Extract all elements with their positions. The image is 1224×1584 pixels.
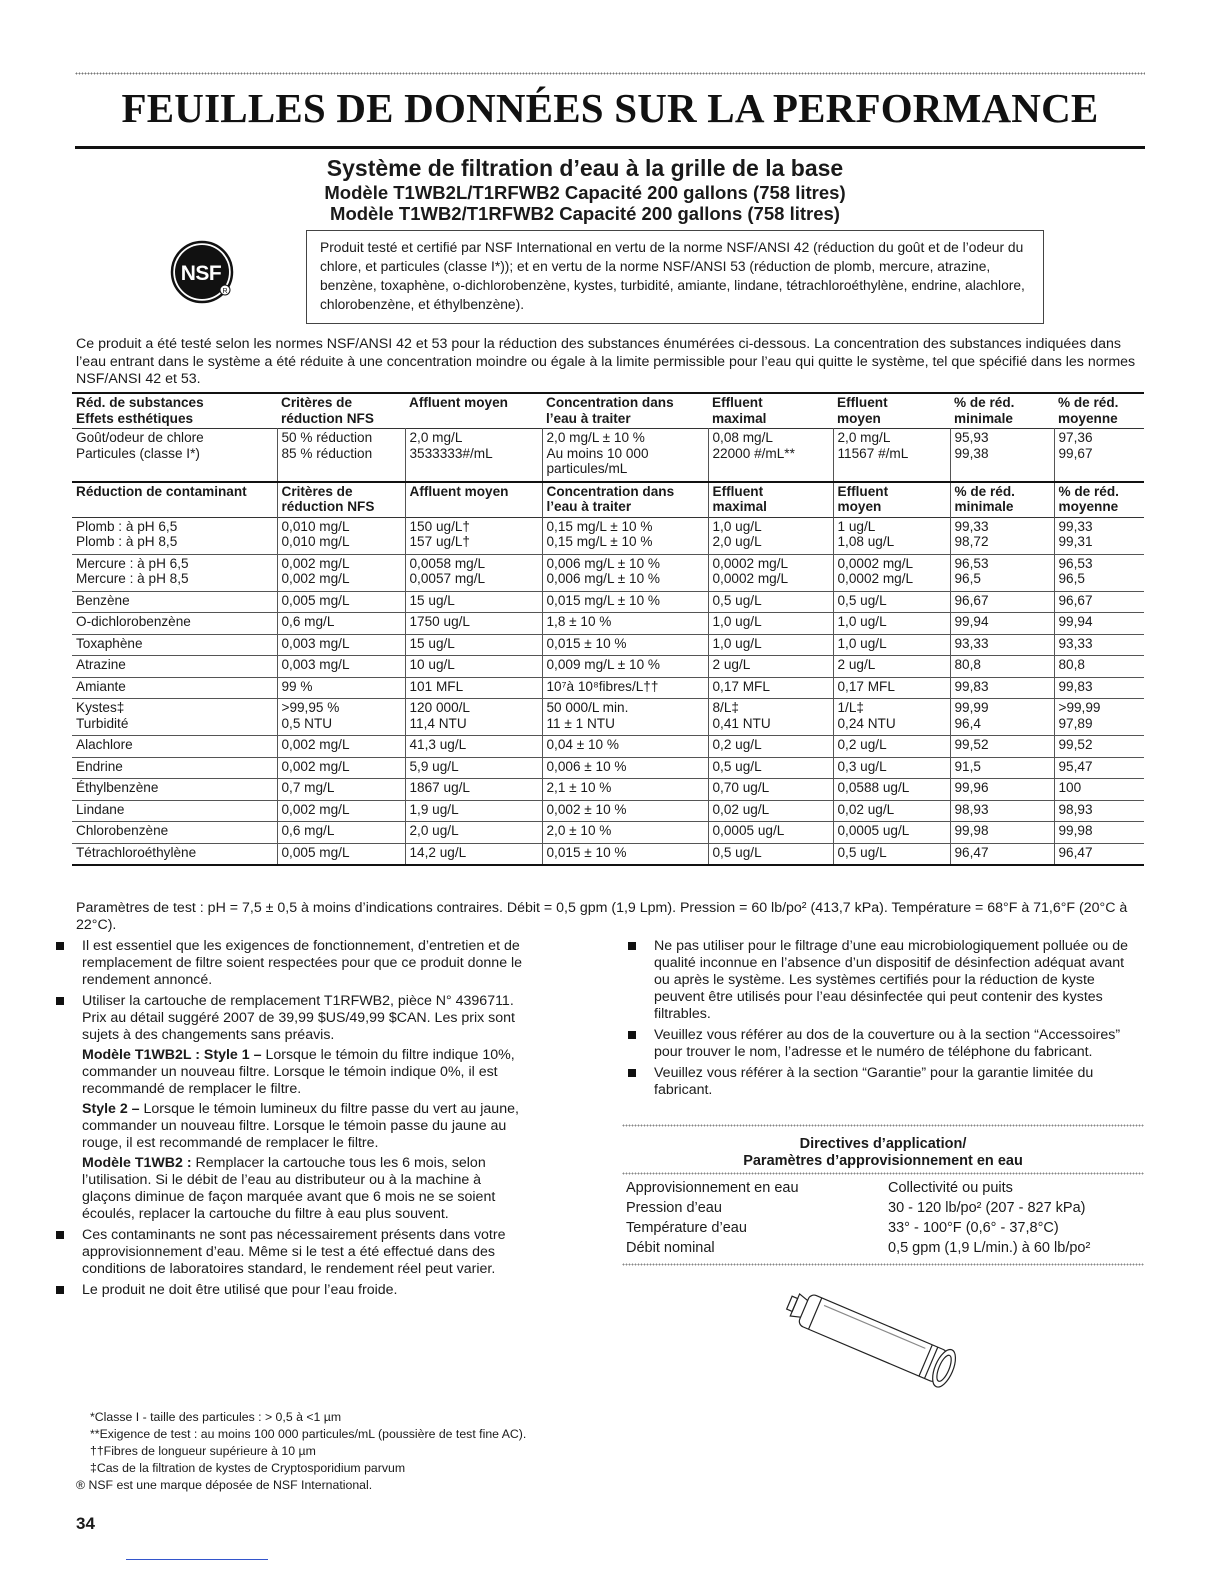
bullet-square-icon (56, 1286, 64, 1294)
bottom-link-rule (126, 1559, 268, 1560)
table-cell: 98,93 (950, 800, 1054, 822)
column-header: Effluent moyen (833, 482, 950, 518)
column-header: Critères de réduction NFS (281, 395, 374, 426)
table-cell: 0,0588 ug/L (833, 779, 950, 801)
intro-paragraph: Ce produit a été testé selon les normes NSF/ANSI 42 et 53 pour la réduction des substances énumérées ci-dessous. La concentration des substances indiquées dans l’eau entrant dans le système a été réduite à une concentration moindre ou égale à la limite permissible pour l’eau qui quitte le système, tel que spécifié dans les normes NSF/ANSI 42 et 53. (76, 336, 1136, 387)
directive-value: Collectivité ou puits (888, 1180, 1013, 1196)
table-cell: 1 ug/L 1,08 ug/L (833, 517, 950, 554)
system-heading (240, 155, 930, 224)
table-cell: 0,08 mg/L 22000 #/mL** (708, 429, 833, 482)
svg-text:R: R (222, 288, 228, 295)
column-header: Concentration dans l’eau à traiter (546, 395, 674, 426)
table-cell: Éthylbenzène (72, 779, 277, 801)
table-cell: 98,93 (1054, 800, 1144, 822)
table-cell: 0,7 mg/L (277, 779, 405, 801)
directives-table (622, 1178, 1144, 1258)
table-cell: 1750 ug/L (405, 613, 542, 635)
list-item: Veuillez vous référer au dos de la couverture ou à la section “Accessoires” pour trouver le nom, l’adresse et le numéro de téléphone du fabricant. (628, 1027, 1142, 1061)
footnotes (76, 1409, 526, 1494)
directive-label: Débit nominal (626, 1240, 715, 1256)
table-cell: 1,0 ug/L 2,0 ug/L (708, 517, 833, 554)
directives-bottom-rule (622, 1263, 1144, 1266)
system-title: Système de filtration d’eau à la grille de la base (326, 155, 844, 181)
column-header: Effluent maximal (708, 482, 833, 518)
table-cell: 100 (1054, 779, 1144, 801)
table-cell: 0,015 ± 10 % (542, 634, 708, 656)
table-cell: 50 000/L min. 11 ± 1 NTU (542, 699, 708, 736)
table-cell: Chlorobenzène (72, 822, 277, 844)
directive-label: Pression d’eau (626, 1200, 722, 1216)
table-row (72, 699, 1144, 736)
table-cell: 95,47 (1054, 757, 1144, 779)
bullet-square-icon (628, 942, 636, 950)
table-row (72, 800, 1144, 822)
table-cell: 0,5 ug/L (708, 757, 833, 779)
table-cell: 99,98 (1054, 822, 1144, 844)
table-cell: 0,009 mg/L ± 10 % (542, 656, 708, 678)
table-cell: 99,98 (950, 822, 1054, 844)
table-cell: 80,8 (1054, 656, 1144, 678)
table-cell: 0,5 ug/L (708, 591, 833, 613)
page-number: 34 (76, 1514, 95, 1533)
table-row (72, 757, 1144, 779)
table-cell: 0,6 mg/L (277, 822, 405, 844)
list-item: Utiliser la cartouche de remplacement T1RFWB2, pièce N° 4396711. Prix au détail suggéré 2007 de 39,99 $US/49,99 $CAN. Les prix sont sujets à des changements sans préavis. Modèle T1WB2L : Style 1 – Lorsque le témoin du filtre indique 10%, commander un nouveau filtre. Lorsque le témoin indique 0%, il est recommandé de remplacer le filtre. Style 2 – Lorsque le témoin lumineux du filtre passe du vert au jaune, commander un nouveau filtre. Lorsque le témoin passe du jaune au rouge, il est recommandé de remplacer le filtre. Modèle T1WB2 : Remplacer la cartouche tous les 6 mois, selon l’utilisation. Si le débit de l’eau au distributeur ou à la machine à glaçons diminue de façon marquée avant que 6 mois ne se soient écoulés, replacer la cartouche du filtre à eau plus souvent. (56, 993, 531, 1223)
table-cell: 96,53 96,5 (950, 554, 1054, 591)
table-cell: 41,3 ug/L (405, 736, 542, 758)
title-rule (75, 146, 1145, 149)
table-cell: 0,5 ug/L (708, 843, 833, 865)
footnote: ‡Cas de la filtration de kystes de Cryptosporidium parvum (90, 1461, 406, 1475)
table-cell: Tétrachloroéthylène (72, 843, 277, 865)
directive-row (622, 1238, 1144, 1258)
table-cell: 96,47 (1054, 843, 1144, 865)
table-cell: Mercure : à pH 6,5 Mercure : à pH 8,5 (72, 554, 277, 591)
table-cell: Atrazine (72, 656, 277, 678)
table-row (72, 843, 1144, 865)
table-cell: 0,003 mg/L (277, 634, 405, 656)
directive-row (622, 1178, 1144, 1198)
table-cell: 96,67 (1054, 591, 1144, 613)
footnote: ® NSF est une marque déposée de NSF International. (76, 1478, 373, 1492)
table-cell: 0,2 ug/L (708, 736, 833, 758)
directive-label: Température d’eau (626, 1220, 747, 1236)
table-cell: 10 ug/L (405, 656, 542, 678)
directives-mid-rule (622, 1172, 1144, 1175)
table-cell: 93,33 (950, 634, 1054, 656)
table-cell: 0,5 ug/L (833, 843, 950, 865)
table-cell: 99,99 96,4 (950, 699, 1054, 736)
table-cell: 0,015 mg/L ± 10 % (542, 591, 708, 613)
bullet-square-icon (56, 997, 64, 1005)
nsf-logo-icon (170, 240, 234, 304)
table-row (72, 779, 1144, 801)
footnote: ††Fibres de longueur supérieure à 10 µm (90, 1444, 316, 1458)
table-cell: 0,17 MFL (833, 677, 950, 699)
column-header: Critères de réduction NFS (277, 482, 405, 518)
table-cell: 120 000/L 11,4 NTU (405, 699, 542, 736)
table-cell: 15 ug/L (405, 591, 542, 613)
table-cell: 0,2 ug/L (833, 736, 950, 758)
table-row (72, 677, 1144, 699)
column-header: % de réd. minimale (950, 482, 1054, 518)
table-cell: 0,005 mg/L (277, 591, 405, 613)
performance-table (72, 392, 1144, 866)
table-cell: 99,52 (950, 736, 1054, 758)
table-cell: 1,0 ug/L (833, 613, 950, 635)
table-cell: 14,2 ug/L (405, 843, 542, 865)
table-cell: Amiante (72, 677, 277, 699)
table-cell: 2,0 mg/L ± 10 % Au moins 10 000 particules/mL (542, 429, 708, 482)
table-cell: Lindane (72, 800, 277, 822)
table-header-row (72, 482, 1144, 518)
certification-box: Produit testé et certifié par NSF International en vertu de la norme NSF/ANSI 42 (réduction du goût et de l’odeur du chlore, et particules (classe I*)); et en vertu de la norme NSF/ANSI 53 (réduction de plomb, mercure, atrazine, benzène, toxaphène, o-dichlorobenzène, kystes, turbidité, amiante, lindane, tétrachloroéthylène, endrine, alachlore, chlorobenzène, et éthylbenzène). (306, 230, 1044, 324)
table-cell: 1867 ug/L (405, 779, 542, 801)
table-cell: 96,53 96,5 (1054, 554, 1144, 591)
table-row (72, 429, 1144, 482)
table-cell: 0,015 ± 10 % (542, 843, 708, 865)
table-cell: 0,002 mg/L 0,002 mg/L (277, 554, 405, 591)
table-cell: 80,8 (950, 656, 1054, 678)
table-cell: 0,0058 mg/L 0,0057 mg/L (405, 554, 542, 591)
table-cell: >99,95 % 0,5 NTU (277, 699, 405, 736)
table-cell: 15 ug/L (405, 634, 542, 656)
table-cell: 2,0 mg/L 3533333#/mL (405, 429, 542, 482)
table-cell: 99,33 98,72 (950, 517, 1054, 554)
table-cell: 0,6 mg/L (277, 613, 405, 635)
bullet-square-icon (56, 1231, 64, 1239)
bullet-square-icon (56, 942, 64, 950)
table-cell: Benzène (72, 591, 277, 613)
list-item: Veuillez vous référer à la section “Garantie” pour la garantie limitée du fabricant. (628, 1065, 1142, 1099)
bullet-square-icon (628, 1031, 636, 1039)
table-cell: 0,002 mg/L (277, 736, 405, 758)
table-header-row (72, 393, 1144, 429)
directives-title: Directives d’application/ Paramètres d’approvisionnement en eau (743, 1136, 1023, 1169)
footnote: **Exigence de test : au moins 100 000 particules/mL (poussière de test fine AC). (90, 1427, 527, 1441)
nsf-logo-text: NSF (180, 262, 222, 285)
water-filter-cartridge-illustration (780, 1290, 980, 1390)
table-cell: 2,0 mg/L 11567 #/mL (833, 429, 950, 482)
table-cell: 93,33 (1054, 634, 1144, 656)
table-cell: 0,002 mg/L (277, 800, 405, 822)
table-cell: 0,15 mg/L ± 10 % 0,15 mg/L ± 10 % (542, 517, 708, 554)
table-cell: 0,0002 mg/L 0,0002 mg/L (833, 554, 950, 591)
table-cell: 1,0 ug/L (833, 634, 950, 656)
table-row (72, 656, 1144, 678)
table-cell: 97,36 99,67 (1054, 429, 1144, 482)
left-bullet-list (56, 938, 531, 1303)
table-cell: 0,006 ± 10 % (542, 757, 708, 779)
column-header: % de réd. minimale (954, 395, 1015, 426)
table-cell: 2 ug/L (833, 656, 950, 678)
table-cell: 2 ug/L (708, 656, 833, 678)
table-cell: 0,04 ± 10 % (542, 736, 708, 758)
table-cell: Endrine (72, 757, 277, 779)
directive-value: 0,5 gpm (1,9 L/min.) à 60 lb/po² (888, 1240, 1091, 1256)
column-header: Effluent maximal (712, 395, 767, 426)
table-cell: 1,0 ug/L (708, 634, 833, 656)
table-cell: 0,010 mg/L 0,010 mg/L (277, 517, 405, 554)
column-header: Concentration dans l’eau à traiter (542, 482, 708, 518)
table-cell: 96,47 (950, 843, 1054, 865)
directive-row (622, 1218, 1144, 1238)
table-row (72, 554, 1144, 591)
table-cell: 99,96 (950, 779, 1054, 801)
table-cell: Plomb : à pH 6,5 Plomb : à pH 8,5 (72, 517, 277, 554)
model-line-2: Modèle T1WB2/T1RFWB2 Capacité 200 gallons (758 litres) (330, 203, 840, 224)
list-item: Ces contaminants ne sont pas nécessairement présents dans votre approvisionnement d’eau. Même si le test a été effectué dans des conditions de laboratoires standard, le rendement réel peut varier. (56, 1227, 531, 1278)
column-header: Réd. de substances Effets esthétiques (76, 395, 204, 426)
table-cell: 0,5 ug/L (833, 591, 950, 613)
bullet-square-icon (628, 1069, 636, 1077)
directives-top-rule (622, 1124, 1144, 1127)
table-cell: 1,9 ug/L (405, 800, 542, 822)
table-cell: 2,0 ± 10 % (542, 822, 708, 844)
table-cell: Goût/odeur de chlore Particules (classe I*) (72, 429, 277, 482)
table-cell: O-dichlorobenzène (72, 613, 277, 635)
top-dotted-rule (75, 72, 1145, 75)
table-row (72, 517, 1144, 554)
table-cell: 99,94 (1054, 613, 1144, 635)
table-cell: 150 ug/L† 157 ug/L† (405, 517, 542, 554)
table-cell: Toxaphène (72, 634, 277, 656)
column-header: % de réd. moyenne (1058, 395, 1119, 426)
table-cell: 91,5 (950, 757, 1054, 779)
table-row (72, 822, 1144, 844)
column-header: Affluent moyen (405, 482, 542, 518)
directive-row (622, 1198, 1144, 1218)
table-cell: 0,0002 mg/L 0,0002 mg/L (708, 554, 833, 591)
directive-label: Approvisionnement en eau (626, 1180, 799, 1196)
table-cell: 0,02 ug/L (833, 800, 950, 822)
model-line-1: Modèle T1WB2L/T1RFWB2 Capacité 200 gallons (758 litres) (324, 182, 846, 203)
table-cell: 0,006 mg/L ± 10 % 0,006 mg/L ± 10 % (542, 554, 708, 591)
footnote: *Classe I - taille des particules : > 0,5 à <1 µm (90, 1410, 342, 1424)
list-item: Il est essentiel que les exigences de fonctionnement, d’entretien et de remplacement de filtre soient respectées pour que ce produit donne le rendement annoncé. (56, 938, 531, 989)
table-cell: 99,33 99,31 (1054, 517, 1144, 554)
table-cell: 0,005 mg/L (277, 843, 405, 865)
page-title: FEUILLES DE DONNÉES SUR LA PERFORMANCE (121, 85, 1099, 131)
table-cell: 0,002 mg/L (277, 757, 405, 779)
table-cell: 0,02 ug/L (708, 800, 833, 822)
table-cell: 99,52 (1054, 736, 1144, 758)
table-cell: 50 % réduction 85 % réduction (277, 429, 405, 482)
table-cell: 1/L‡ 0,24 NTU (833, 699, 950, 736)
table-cell: 0,0005 ug/L (833, 822, 950, 844)
table-row (72, 736, 1144, 758)
column-header: % de réd. moyenne (1054, 482, 1144, 518)
table-cell: 101 MFL (405, 677, 542, 699)
table-cell: 99,83 (1054, 677, 1144, 699)
table-cell: 0,0005 ug/L (708, 822, 833, 844)
table-cell: 5,9 ug/L (405, 757, 542, 779)
table-cell: 2,0 ug/L (405, 822, 542, 844)
table-cell: 10⁷à 10⁸fibres/L†† (542, 677, 708, 699)
table-row (72, 591, 1144, 613)
table-cell: 0,003 mg/L (277, 656, 405, 678)
table-cell: 1,0 ug/L (708, 613, 833, 635)
table-row (72, 634, 1144, 656)
table-cell: 0,002 ± 10 % (542, 800, 708, 822)
column-header: Effluent moyen (837, 395, 888, 426)
table-cell: 1,8 ± 10 % (542, 613, 708, 635)
list-item: Ne pas utiliser pour le filtrage d’une eau microbiologiquement polluée ou de qualité inconnue en l’absence d’un dispositif de désinfection adéquat avant ou après le système. Les systèmes certifiés pour la réduction de kyste peuvent être utilisés pour l’eau désinfectée qui peut contenir des kystes filtrables. (628, 938, 1142, 1023)
table-cell: 0,3 ug/L (833, 757, 950, 779)
table-cell: 99,83 (950, 677, 1054, 699)
list-item: Le produit ne doit être utilisé que pour l’eau froide. (56, 1282, 531, 1299)
table-cell: 99 % (277, 677, 405, 699)
directive-value: 33° - 100°F (0,6° - 37,8°C) (888, 1220, 1059, 1236)
table-cell: Kystes‡ Turbidité (72, 699, 277, 736)
table-cell: >99,99 97,89 (1054, 699, 1144, 736)
table-cell: 8/L‡ 0,41 NTU (708, 699, 833, 736)
table-cell: 0,17 MFL (708, 677, 833, 699)
table-cell: 0,70 ug/L (708, 779, 833, 801)
table-cell: 95,93 99,38 (950, 429, 1054, 482)
table-cell: 99,94 (950, 613, 1054, 635)
right-bullet-list (628, 938, 1142, 1103)
column-header: Réduction de contaminant (76, 483, 247, 499)
table-cell: Alachlore (72, 736, 277, 758)
column-header: Affluent moyen (409, 395, 508, 410)
table-row (72, 613, 1144, 635)
test-parameters: Paramètres de test : pH = 7,5 ± 0,5 à moins d’indications contraires. Débit = 0,5 gpm (1,9 Lpm). Pression = 60 lb/po² (413,7 kPa). Température = 68°F à 71,6°F (20°C à 22°C). (76, 900, 1128, 933)
table-cell: 96,67 (950, 591, 1054, 613)
directive-value: 30 - 120 lb/po² (207 - 827 kPa) (888, 1200, 1086, 1216)
table-cell: 2,1 ± 10 % (542, 779, 708, 801)
